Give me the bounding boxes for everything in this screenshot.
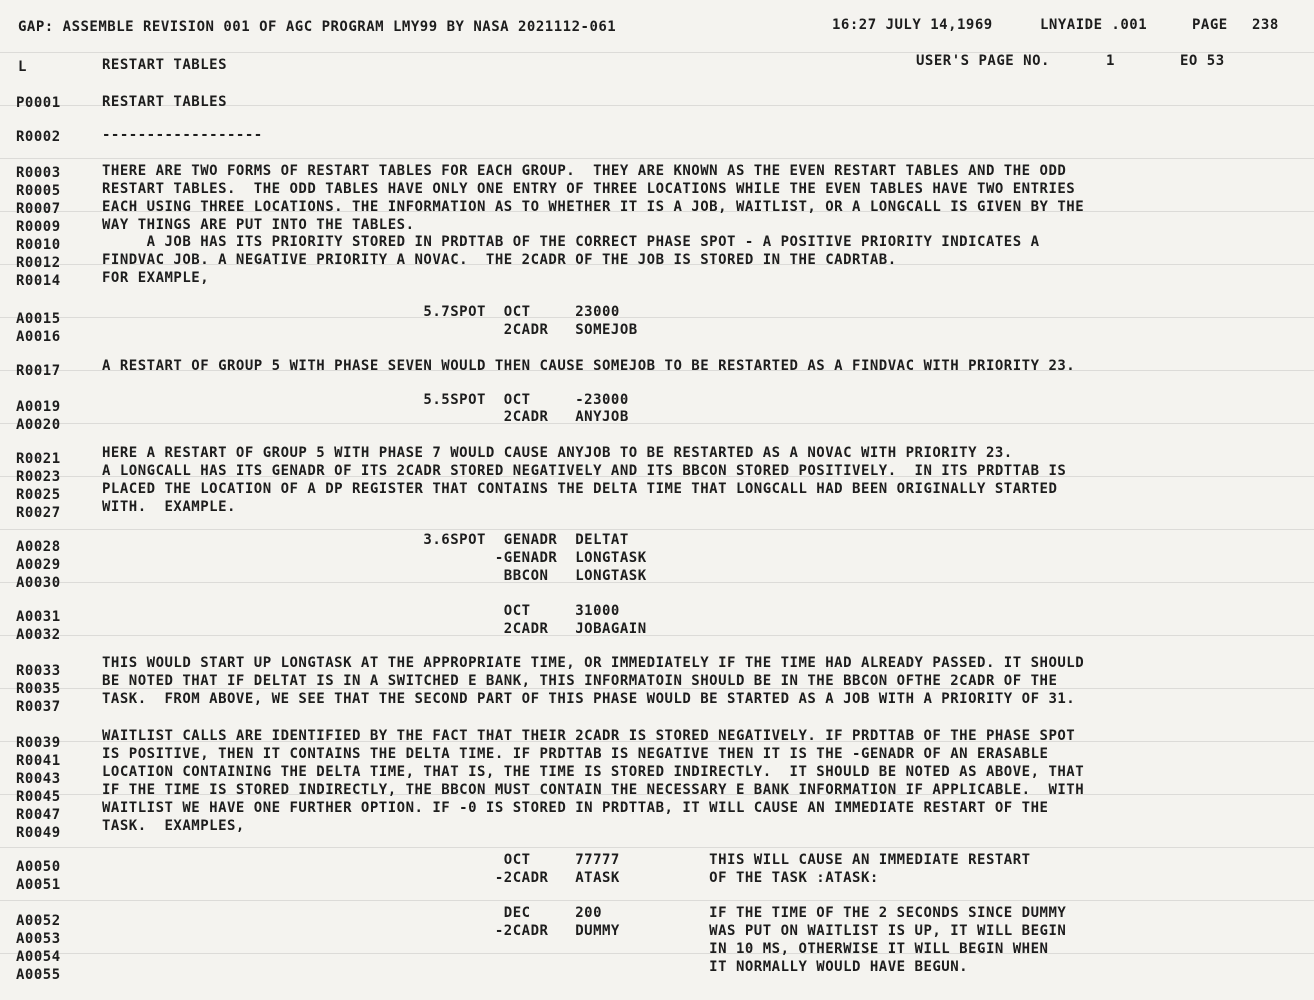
line-number: A0053 <box>16 931 61 947</box>
line-text: 2CADR SOMEJOB <box>102 322 638 338</box>
line-text: IS POSITIVE, THEN IT CONTAINS THE DELTA TIME. IF PRDTTAB IS NEGATIVE THEN IT IS THE -GENADR OF AN ERASABLE <box>102 746 1049 762</box>
line-number: A0055 <box>16 967 61 983</box>
line-text: LOCATION CONTAINING THE DELTA TIME, THAT IS, THE TIME IS STORED INDIRECTLY. IT SHOULD BE NOTED AS ABOVE, THAT <box>102 764 1085 780</box>
line-number: R0014 <box>16 273 61 289</box>
line-number: R0033 <box>16 663 61 679</box>
line-number: A0028 <box>16 539 61 555</box>
page-code: EO 53 <box>1180 53 1225 69</box>
line-text: TASK. FROM ABOVE, WE SEE THAT THE SECOND PART OF THIS PHASE WOULD BE STARTED AS A JOB WITH A PRIORITY OF 31. <box>102 691 1076 707</box>
line-text: DEC 200 IF THE TIME OF THE 2 SECONDS SINCE DUMMY <box>102 905 1067 921</box>
line-text: PLACED THE LOCATION OF A DP REGISTER THAT CONTAINS THE DELTA TIME THAT LONGCALL HAD BEEN ORIGINALLY STARTED <box>102 481 1058 497</box>
page-number: 238 <box>1252 17 1279 33</box>
line-text: IT NORMALLY WOULD HAVE BEGUN. <box>102 959 969 975</box>
line-number: A0016 <box>16 329 61 345</box>
line-number: A0054 <box>16 949 61 965</box>
line-number: A0051 <box>16 877 61 893</box>
line-number: R0003 <box>16 165 61 181</box>
line-number: A0032 <box>16 627 61 643</box>
line-text: A RESTART OF GROUP 5 WITH PHASE SEVEN WOULD THEN CAUSE SOMEJOB TO BE RESTARTED AS A FINDVAC WITH PRIORITY 23. <box>102 358 1076 374</box>
line-text: WAITLIST WE HAVE ONE FURTHER OPTION. IF -0 IS STORED IN PRDTTAB, IT WILL CAUSE AN IMMEDIATE RESTART OF THE <box>102 800 1049 816</box>
line-number: R0025 <box>16 487 61 503</box>
line-number: R0047 <box>16 807 61 823</box>
line-number: R0045 <box>16 789 61 805</box>
line-text: 5.7SPOT OCT 23000 <box>102 304 620 320</box>
line-text: -GENADR LONGTASK <box>102 550 647 566</box>
line-number: R0009 <box>16 219 61 235</box>
line-number: R0049 <box>16 825 61 841</box>
line-text: 2CADR JOBAGAIN <box>102 621 647 637</box>
line-text: WITH. EXAMPLE. <box>102 499 236 515</box>
line-text: FOR EXAMPLE, <box>102 270 210 286</box>
line-text: OCT 31000 <box>102 603 620 619</box>
line-text: RESTART TABLES. THE ODD TABLES HAVE ONLY ONE ENTRY OF THREE LOCATIONS WHILE THE EVEN TABLES HAVE TWO ENTRIES <box>102 181 1076 197</box>
line-text: A JOB HAS ITS PRIORITY STORED IN PRDTTAB OF THE CORRECT PHASE SPOT - A POSITIVE PRIORITY INDICATES A <box>102 234 1040 250</box>
line-number: R0017 <box>16 363 61 379</box>
line-number: R0007 <box>16 201 61 217</box>
users-page-label: USER'S PAGE NO. <box>916 53 1050 69</box>
line-number: A0052 <box>16 913 61 929</box>
section-title: RESTART TABLES <box>102 57 228 73</box>
line-number: R0010 <box>16 237 61 253</box>
line-text: EACH USING THREE LOCATIONS. THE INFORMATION AS TO WHETHER IT IS A JOB, WAITLIST, OR A LONGCALL IS GIVEN BY THE <box>102 199 1085 215</box>
line-number: R0021 <box>16 451 61 467</box>
line-number: R0005 <box>16 183 61 199</box>
line-text: WAITLIST CALLS ARE IDENTIFIED BY THE FACT THAT THEIR 2CADR IS STORED NEGATIVELY. IF PRDTTAB OF THE PHASE SPOT <box>102 728 1076 744</box>
line-number: R0023 <box>16 469 61 485</box>
page-label: PAGE <box>1192 17 1228 33</box>
line-text: WAY THINGS ARE PUT INTO THE TABLES. <box>102 217 415 233</box>
line-text: IF THE TIME IS STORED INDIRECTLY, THE BBCON MUST CONTAIN THE NECESSARY E BANK INFORMATION IF APPLICABLE. WITH <box>102 782 1085 798</box>
line-number: R0012 <box>16 255 61 271</box>
line-text: -2CADR ATASK OF THE TASK :ATASK: <box>102 870 879 886</box>
line-text: 5.5SPOT OCT -23000 <box>102 392 629 408</box>
line-text: THERE ARE TWO FORMS OF RESTART TABLES FOR EACH GROUP. THEY ARE KNOWN AS THE EVEN RESTART TABLES AND THE ODD <box>102 163 1067 179</box>
line-number: A0015 <box>16 311 61 327</box>
line-text: -2CADR DUMMY WAS PUT ON WAITLIST IS UP, IT WILL BEGIN <box>102 923 1067 939</box>
line-text: HERE A RESTART OF GROUP 5 WITH PHASE 7 WOULD CAUSE ANYJOB TO BE RESTARTED AS A NOVAC WITH PRIORITY 23. <box>102 445 1013 461</box>
line-text: BBCON LONGTASK <box>102 568 647 584</box>
line-number: R0037 <box>16 699 61 715</box>
line-text: 3.6SPOT GENADR DELTAT <box>102 532 629 548</box>
section-marker: L <box>18 59 27 75</box>
line-text: BE NOTED THAT IF DELTAT IS IN A SWITCHED E BANK, THIS INFORMATOIN SHOULD BE IN THE BBCON OFTHE 2CADR OF THE <box>102 673 1058 689</box>
line-number: R0035 <box>16 681 61 697</box>
line-number: A0029 <box>16 557 61 573</box>
line-number: A0031 <box>16 609 61 625</box>
line-number: P0001 <box>16 95 61 111</box>
line-number: R0041 <box>16 753 61 769</box>
line-text: IN 10 MS, OTHERWISE IT WILL BEGIN WHEN <box>102 941 1049 957</box>
operator-id: LNYAIDE .001 <box>1040 17 1148 33</box>
print-timestamp: 16:27 JULY 14,1969 <box>832 17 993 33</box>
line-text: THIS WOULD START UP LONGTASK AT THE APPROPRIATE TIME, OR IMMEDIATELY IF THE TIME HAD ALREADY PASSED. IT SHOULD <box>102 655 1085 671</box>
line-text: RESTART TABLES <box>102 94 228 110</box>
line-text: ------------------ <box>102 127 263 143</box>
line-text: OCT 77777 THIS WILL CAUSE AN IMMEDIATE RESTART <box>102 852 1031 868</box>
line-text: TASK. EXAMPLES, <box>102 818 245 834</box>
line-number: A0030 <box>16 575 61 591</box>
line-number: A0019 <box>16 399 61 415</box>
users-page-number: 1 <box>1106 53 1115 69</box>
line-number: A0050 <box>16 859 61 875</box>
line-number: R0027 <box>16 505 61 521</box>
assembly-header: GAP: ASSEMBLE REVISION 001 OF AGC PROGRAM LMY99 BY NASA 2021112-061 <box>18 19 617 35</box>
line-number: R0039 <box>16 735 61 751</box>
line-text: FINDVAC JOB. A NEGATIVE PRIORITY A NOVAC. THE 2CADR OF THE JOB IS STORED IN THE CADRTAB. <box>102 252 897 268</box>
line-number: R0002 <box>16 129 61 145</box>
line-number: R0043 <box>16 771 61 787</box>
line-number: A0020 <box>16 417 61 433</box>
line-text: 2CADR ANYJOB <box>102 409 629 425</box>
line-text: A LONGCALL HAS ITS GENADR OF ITS 2CADR STORED NEGATIVELY AND ITS BBCON STORED POSITIVELY. IN ITS PRDTTAB IS <box>102 463 1067 479</box>
